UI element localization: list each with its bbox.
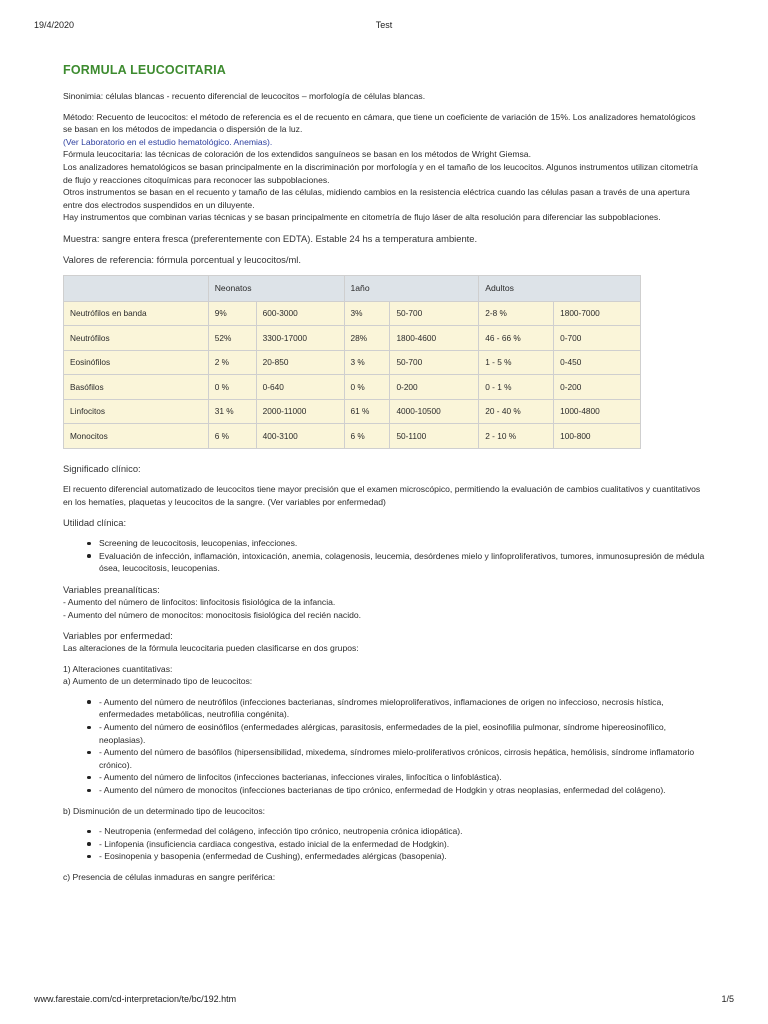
table-cell: 0-700 [554,326,641,351]
muestra-text: Muestra: sangre entera fresca (preferentemente con EDTA). Estable 24 hs a temperatura ambiente. [63,232,478,244]
table-cell: 20 - 40 % [479,399,554,424]
aumento-list [63,696,705,797]
disminucion-label: b) Disminución de un determinado tipo de leucocitos: [63,805,266,816]
table-row-label: Neutrófilos [64,326,209,351]
list-item: - Eosinopenia y basopenia (enfermedad de Cushing), enfermedades alérgicas (basopenia). [87,850,705,863]
table-cell: 4000-10500 [390,399,479,424]
header-empty [64,275,209,301]
table-cell: 400-3100 [256,424,344,449]
table-cell: 50-700 [390,301,479,326]
print-date: 19/4/2020 [34,20,75,30]
list-item: - Linfopenia (insuficiencia cardiaca congestiva, estado inicial de la enfermedad de Hodgkin). [87,838,705,851]
table-row [64,424,641,449]
list-item: Evaluación de infección, inflamación, intoxicación, anemia, colagenosis, leucemia, desórdenes mielo y linfoproliferativos, tumores, inmunosupresión de médula ósea, leucocitosis, leucopenias. [87,550,705,575]
table-cell: 1000-4800 [554,399,641,424]
list-item: - Aumento del número de linfocitos (infecciones bacterianas, infecciones virales, linfocítica o linfoblástica). [87,771,705,784]
table-cell: 1800-4600 [390,326,479,351]
table-cell: 0 % [208,375,256,400]
table-cell: 2 - 10 % [479,424,554,449]
list-item: - Aumento del número de basófilos (hipersensibilidad, mixedema, síndromes mielo-proliferativos crónicos, cirrosis hepática, hemólisis, síndrome inflamatorio crónico). [87,746,705,771]
table-cell: 1800-7000 [554,301,641,326]
table-cell: 3 % [344,350,390,375]
table-cell: 9% [208,301,256,326]
table-cell: 0-200 [554,375,641,400]
list-item: Screening de leucocitosis, leucopenias, infecciones. [87,537,705,550]
table-cell: 2-8 % [479,301,554,326]
table-cell: 0-640 [256,375,344,400]
preanalitica-item: - Aumento del número de monocitos: monocitosis fisiológica del recién nacido. [63,609,362,620]
table-row-label: Linfocitos [64,399,209,424]
list-item: - Neutropenia (enfermedad del colágeno, infección tipo crónico, neutropenia crónica idiopática). [87,825,705,838]
table-cell: 28% [344,326,390,351]
significado-text: El recuento diferencial automatizado de leucocitos tiene mayor precisión que el examen microscópico, permitiendo la evaluación de cambios cualitativos y cuantitativos en los hematíes, plaquetas y leucocitos de la sangre. (Ver variables por enfermedad) [63,483,701,507]
table-cell: 3% [344,301,390,326]
page-url: www.farestaie.com/cd-interpretacion/te/bc/192.htm [34,994,237,1004]
combinados-text: Hay instrumentos que combinan varias técnicas y se basan principalmente en citometría de flujo láser de alta resolución para diferenciar las subpoblaciones. [63,212,661,223]
table-cell: 0 % [344,375,390,400]
list-item: - Aumento del número de eosinófilos (enfermedades alérgicas, parasitosis, enfermedades de la piel, eosinofilia pulmonar, síndrome hipereosinofílico, neoplasias). [87,721,705,746]
table-cell: 2 % [208,350,256,375]
table-cell: 0-450 [554,350,641,375]
table-cell: 52% [208,326,256,351]
table-row [64,399,641,424]
table-cell: 46 - 66 % [479,326,554,351]
table-row [64,326,641,351]
table-row [64,375,641,400]
table-cell: 31 % [208,399,256,424]
print-title: Test [375,20,393,30]
table-row-label: Neutrófilos en banda [64,301,209,326]
enfermedad-label: Variables por enfermedad: [63,630,173,642]
list-item: - Aumento del número de neutrófilos (infecciones bacterianas, síndromes mieloproliferativos, inflamaciones de origen no infeccioso, necrosis hística, enfermedades metabólicas, neutrofilia congénita). [87,696,705,721]
significado-label: Significado clínico: [63,462,141,474]
presencia-label: c) Presencia de células inmaduras en sangre periférica: [63,872,276,882]
table-cell: 50-1100 [390,424,479,449]
page-title: FORMULA LEUCOCITARIA [63,63,227,77]
enfermedad-intro: Las alteraciones de la fórmula leucocitaria pueden clasificarse en dos grupos: [63,643,359,654]
print-footer [34,994,734,1024]
table-cell: 600-3000 [256,301,344,326]
table-cell: 20-850 [256,350,344,375]
table-cell: 6 % [208,424,256,449]
table-cell: 100-800 [554,424,641,449]
otros-instrumentos-text: Otros instrumentos se basan en el recuento y tamaño de las células, midiendo cambios en la resistencia eléctrica cuando las células pasan a través de una apertura entre dos electrodos suspendidos en un diluyente. [63,187,690,210]
header-1ano: 1año [344,275,479,301]
print-header [34,20,734,32]
table-row-label: Basófilos [64,375,209,400]
utilidad-label: Utilidad clínica: [63,517,127,529]
preanaliticas-label: Variables preanalíticas: [63,583,160,595]
hematology-link[interactable]: (Ver Laboratorio en el estudio hematológico. Anemias). [63,136,273,147]
formula-text: Fórmula leucocitaria: las técnicas de coloración de los extendidos sanguíneos se basan en los métodos de Wright Giemsa. [63,149,531,160]
table-cell: 0-200 [390,375,479,400]
disminucion-list [63,825,705,863]
table-cell: 1 - 5 % [479,350,554,375]
table-cell: 6 % [344,424,390,449]
reference-table [63,275,641,449]
table-row [64,350,641,375]
aumento-label: a) Aumento de un determinado tipo de leucocitos: [63,676,253,687]
utilidad-list [63,537,705,575]
valores-label: Valores de referencia: fórmula porcentual y leucocitos/ml. [63,253,301,265]
cuantitativas-label: 1) Alteraciones cuantitativas: [63,663,173,674]
table-cell: 0 - 1 % [479,375,554,400]
table-row [64,301,641,326]
table-row-label: Eosinófilos [64,350,209,375]
table-cell: 61 % [344,399,390,424]
document-content [63,62,705,884]
metodo-text: Método: Recuento de leucocitos: el método de referencia es el de recuento en cámara, que tiene un coeficiente de variación de 15%. Los analizadores hematológicos se basan en los métodos de impedancia o dispersión de la luz. [63,111,696,135]
table-cell: 50-700 [390,350,479,375]
page-number: 1/5 [721,994,734,1004]
list-item: - Aumento del número de monocitos (infecciones bacterianas de tipo crónico, enfermedad de Hodgkin y otras neoplasias, enfermedad del colágeno). [87,784,705,797]
sinonimia-text: Sinonimia: células blancas - recuento diferencial de leucocitos – morfología de células blancas. [63,91,426,101]
table-header-row [64,275,641,301]
analizadores-text: Los analizadores hematológicos se basan principalmente en la discriminación por morfología y en el tamaño de los leucocitos. Algunos instrumentos utilizan citometría de flujo y reacciones citoquímicas para reconocer las subpoblaciones. [63,161,698,185]
header-adultos: Adultos [479,275,641,301]
table-cell: 3300-17000 [256,326,344,351]
table-cell: 2000-11000 [256,399,344,424]
preanalitica-item: - Aumento del número de linfocitos: linfocitosis fisiológica de la infancia. [63,596,336,607]
table-row-label: Monocitos [64,424,209,449]
header-neonatos: Neonatos [208,275,344,301]
